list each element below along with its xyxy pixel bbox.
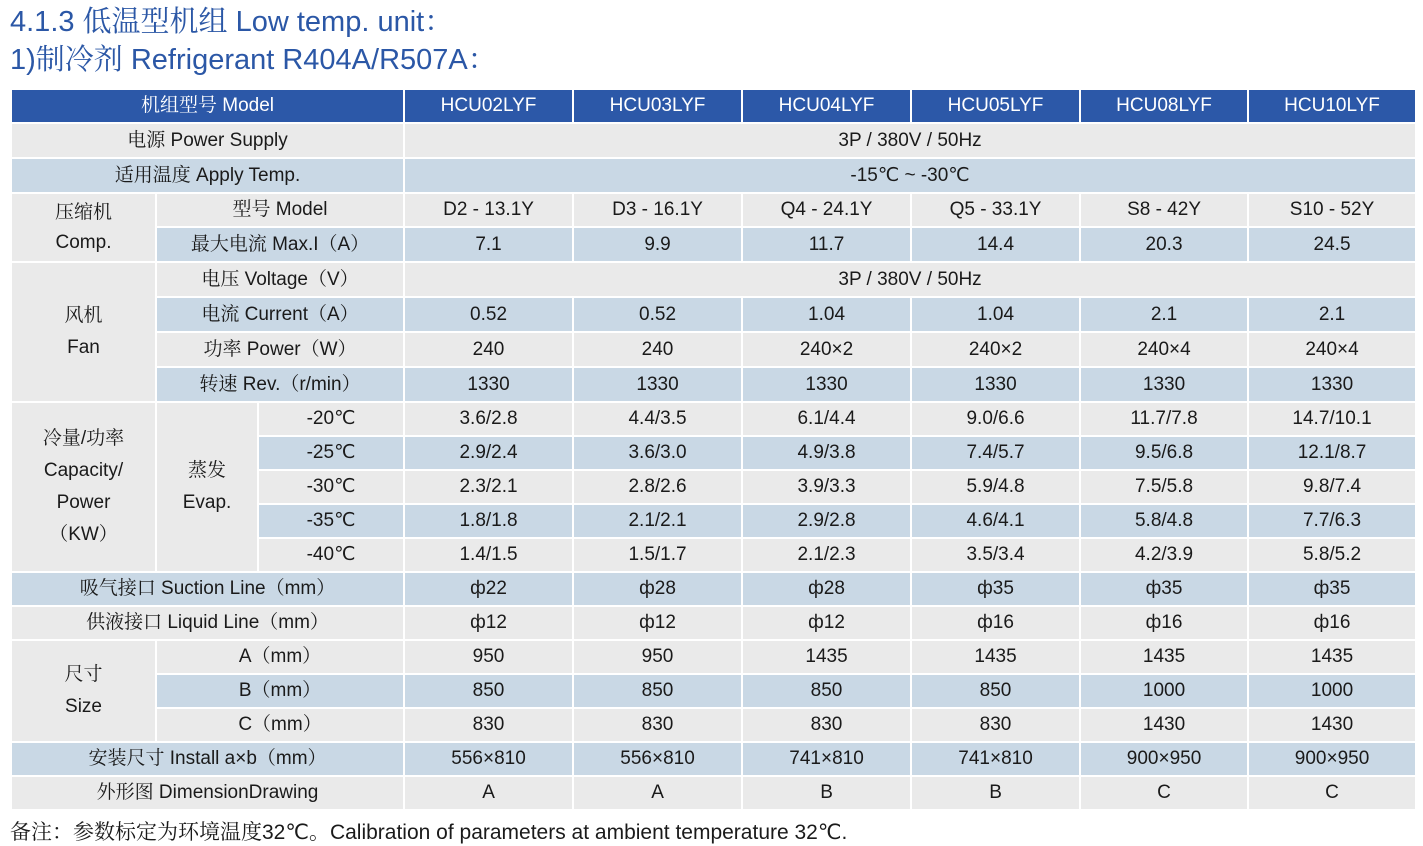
evap-temp: -35℃ (258, 504, 404, 538)
fan-current-row (11, 297, 1416, 332)
cell: 9.9 (573, 227, 742, 262)
cell: 7.7/6.3 (1248, 504, 1416, 538)
cell: 830 (742, 708, 911, 742)
capacity-group-label (11, 402, 156, 572)
cell: A (404, 776, 573, 810)
cell: 4.2/3.9 (1080, 538, 1248, 572)
cell: 9.0/6.6 (911, 402, 1080, 436)
size-a-row (11, 640, 1416, 674)
refrigerant-title: 1)制冷剂 Refrigerant R404A/R507A： (10, 44, 497, 76)
spec-table (10, 88, 1417, 811)
size-c-row (11, 708, 1416, 742)
cell: C (1080, 776, 1248, 810)
cell: 1330 (404, 367, 573, 402)
power-supply-row (11, 123, 1416, 158)
cell: 741×810 (742, 742, 911, 776)
row-label: 适用温度 Apply Temp. (11, 158, 404, 193)
evap-cn: 蒸发 (187, 460, 226, 481)
model-header: HCU02LYF (404, 89, 573, 123)
cell: 2.1 (1080, 297, 1248, 332)
size-b-row (11, 674, 1416, 708)
install-row (11, 742, 1416, 776)
cell: 2.1/2.3 (742, 538, 911, 572)
cell: 1330 (911, 367, 1080, 402)
cell: ф16 (1248, 606, 1416, 640)
cell: 1330 (742, 367, 911, 402)
size-group-cn: 尺寸 (64, 664, 103, 685)
fan-power-row (11, 332, 1416, 367)
cell: 830 (404, 708, 573, 742)
cell: 3.6/2.8 (404, 402, 573, 436)
cell: ф35 (1080, 572, 1248, 606)
cell: 556×810 (404, 742, 573, 776)
cell: 830 (573, 708, 742, 742)
cell: -15℃ ~ -30℃ (404, 158, 1416, 193)
cell: 240×2 (911, 332, 1080, 367)
cell: S10 - 52Y (1248, 193, 1416, 227)
capacity-group-l2: Capacity/ (43, 460, 124, 481)
cell: 7.5/5.8 (1080, 470, 1248, 504)
cell: 4.9/3.8 (742, 436, 911, 470)
cell: 1.4/1.5 (404, 538, 573, 572)
cell: 1.04 (742, 297, 911, 332)
cell: 1435 (742, 640, 911, 674)
cell: 5.8/4.8 (1080, 504, 1248, 538)
cell: S8 - 42Y (1080, 193, 1248, 227)
cell: ф28 (573, 572, 742, 606)
cell: 4.4/3.5 (573, 402, 742, 436)
cell: ф28 (742, 572, 911, 606)
cell: 240 (404, 332, 573, 367)
cell: D3 - 16.1Y (573, 193, 742, 227)
cell: 3P / 380V / 50Hz (404, 123, 1416, 158)
cell: 240×4 (1080, 332, 1248, 367)
model-header: HCU04LYF (742, 89, 911, 123)
header-row (11, 89, 1416, 123)
cell: 3.5/3.4 (911, 538, 1080, 572)
cell: 1.8/1.8 (404, 504, 573, 538)
cell: 9.5/6.8 (1080, 436, 1248, 470)
cell: ф22 (404, 572, 573, 606)
cell: A (573, 776, 742, 810)
cell: 240×4 (1248, 332, 1416, 367)
capacity-group-l3: Power (56, 492, 111, 513)
cell: 9.8/7.4 (1248, 470, 1416, 504)
cell: 7.1 (404, 227, 573, 262)
row-label: 安装尺寸 Install a×b（mm） (11, 742, 404, 776)
cell: 0.52 (573, 297, 742, 332)
model-header: HCU03LYF (573, 89, 742, 123)
cell: 1430 (1248, 708, 1416, 742)
evap-temp: -30℃ (258, 470, 404, 504)
cell: 240 (573, 332, 742, 367)
row-label: 电源 Power Supply (11, 123, 404, 158)
model-header: HCU10LYF (1248, 89, 1416, 123)
row-label: 型号 Model (156, 193, 404, 227)
apply-temp-row (11, 158, 1416, 193)
footnote: 备注：参数标定为环境温度32℃。Calibration of parameters at ambient temperature 32℃. (10, 821, 848, 844)
cell: 950 (404, 640, 573, 674)
cell: 3.9/3.3 (742, 470, 911, 504)
cell: 1330 (573, 367, 742, 402)
row-label: B（mm） (156, 674, 404, 708)
evap-en: Evap. (182, 492, 232, 513)
cell: 850 (911, 674, 1080, 708)
cell: 1435 (911, 640, 1080, 674)
cell: ф35 (1248, 572, 1416, 606)
model-header: HCU05LYF (911, 89, 1080, 123)
evap-group-label (156, 402, 258, 572)
cell: 2.8/2.6 (573, 470, 742, 504)
cell: Q4 - 24.1Y (742, 193, 911, 227)
row-label: 功率 Power（W） (156, 332, 404, 367)
comp-group-label (11, 193, 156, 262)
cell: B (742, 776, 911, 810)
capacity-group-l4: （KW） (49, 524, 118, 545)
cell: 1.04 (911, 297, 1080, 332)
cell: D2 - 13.1Y (404, 193, 573, 227)
cell: 556×810 (573, 742, 742, 776)
cell: 1430 (1080, 708, 1248, 742)
cell: 6.1/4.4 (742, 402, 911, 436)
section-title: 4.1.3 低温型机组 Low temp. unit： (10, 6, 454, 38)
cell: 900×950 (1248, 742, 1416, 776)
row-label: 电压 Voltage（V） (156, 262, 404, 297)
comp-model-row (11, 193, 1416, 227)
cell: Q5 - 33.1Y (911, 193, 1080, 227)
cell: 11.7/7.8 (1080, 402, 1248, 436)
cell: ф12 (573, 606, 742, 640)
cell: 850 (573, 674, 742, 708)
cell: 2.9/2.4 (404, 436, 573, 470)
cell: 5.9/4.8 (911, 470, 1080, 504)
cell: 14.4 (911, 227, 1080, 262)
fan-rev-row (11, 367, 1416, 402)
capacity-group-l1: 冷量/功率 (42, 428, 125, 449)
cell: 830 (911, 708, 1080, 742)
liquid-row (11, 606, 1416, 640)
cell: 4.6/4.1 (911, 504, 1080, 538)
model-header-label: 机组型号 Model (11, 89, 404, 123)
cell: 850 (742, 674, 911, 708)
row-label: A（mm） (156, 640, 404, 674)
comp-group-en: Comp. (55, 231, 112, 253)
row-label: 最大电流 Max.I（A） (156, 227, 404, 262)
row-label: 外形图 DimensionDrawing (11, 776, 404, 810)
cell: ф16 (1080, 606, 1248, 640)
cell: 1435 (1248, 640, 1416, 674)
cell: 240×2 (742, 332, 911, 367)
cell: 7.4/5.7 (911, 436, 1080, 470)
cell: 1.5/1.7 (573, 538, 742, 572)
cell: 1330 (1080, 367, 1248, 402)
cell: ф12 (404, 606, 573, 640)
cell: 2.9/2.8 (742, 504, 911, 538)
cell: 2.1/2.1 (573, 504, 742, 538)
cell: 3.6/3.0 (573, 436, 742, 470)
size-group-en: Size (65, 696, 102, 717)
row-label: 供液接口 Liquid Line（mm） (11, 606, 404, 640)
cell: 1000 (1080, 674, 1248, 708)
size-group-label (11, 640, 156, 742)
spec-table-body (11, 89, 1416, 810)
cell: 2.1 (1248, 297, 1416, 332)
cell: 5.8/5.2 (1248, 538, 1416, 572)
row-label: C（mm） (156, 708, 404, 742)
fan-group-cn: 风机 (64, 305, 103, 326)
fan-voltage-row (11, 262, 1416, 297)
cell: 1330 (1248, 367, 1416, 402)
row-label: 转速 Rev.（r/min） (156, 367, 404, 402)
cell: 14.7/10.1 (1248, 402, 1416, 436)
evap-temp: -20℃ (258, 402, 404, 436)
row-label: 吸气接口 Suction Line（mm） (11, 572, 404, 606)
cell: 20.3 (1080, 227, 1248, 262)
cell: 24.5 (1248, 227, 1416, 262)
cell: 850 (404, 674, 573, 708)
cell: 0.52 (404, 297, 573, 332)
row-label: 电流 Current（A） (156, 297, 404, 332)
cell: ф12 (742, 606, 911, 640)
fan-group-en: Fan (67, 337, 100, 358)
cell: 900×950 (1080, 742, 1248, 776)
model-header: HCU08LYF (1080, 89, 1248, 123)
comp-maxi-row (11, 227, 1416, 262)
cell: B (911, 776, 1080, 810)
evap-temp: -40℃ (258, 538, 404, 572)
cell: ф16 (911, 606, 1080, 640)
cell: 1435 (1080, 640, 1248, 674)
drawing-row (11, 776, 1416, 810)
cell: 3P / 380V / 50Hz (404, 262, 1416, 297)
cell: 741×810 (911, 742, 1080, 776)
suction-row (11, 572, 1416, 606)
cell: C (1248, 776, 1416, 810)
cell: ф35 (911, 572, 1080, 606)
comp-group-cn: 压缩机 (54, 201, 112, 223)
capacity-row (11, 402, 1416, 436)
cell: 11.7 (742, 227, 911, 262)
cell: 2.3/2.1 (404, 470, 573, 504)
evap-temp: -25℃ (258, 436, 404, 470)
fan-group-label (11, 262, 156, 402)
cell: 1000 (1248, 674, 1416, 708)
cell: 12.1/8.7 (1248, 436, 1416, 470)
cell: 950 (573, 640, 742, 674)
